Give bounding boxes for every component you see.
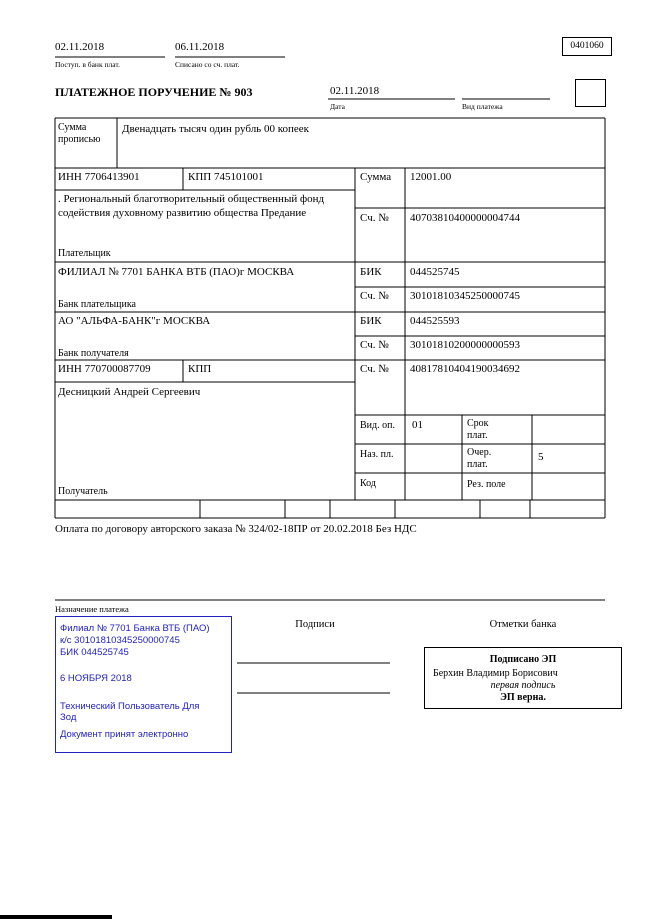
payer-kpp: КПП 745101001 bbox=[188, 171, 264, 183]
payer-bank-section-label: Банк плательщика bbox=[58, 299, 136, 310]
document-date-value: 02.11.2018 bbox=[330, 85, 380, 97]
esignature-signer: Берхин Владимир Борисович bbox=[433, 668, 558, 679]
bank-stamp-line: БИК 044525745 bbox=[60, 647, 129, 658]
beneficiary-bank-name: АО "АЛЬФА-БАНК"г МОСКВА bbox=[58, 315, 211, 327]
beneficiary-account-value: 40817810404190034692 bbox=[410, 363, 520, 375]
op-kind-label: Вид. оп. bbox=[360, 420, 395, 431]
beneficiary-bank-bik-value: 044525593 bbox=[410, 315, 460, 327]
beneficiary-account-label: Сч. № bbox=[360, 363, 389, 375]
payer-inn: ИНН 7706413901 bbox=[58, 171, 140, 183]
purpose-section-label: Назначение платежа bbox=[55, 604, 129, 614]
esignature-validity: ЭП верна. bbox=[500, 692, 546, 703]
payer-bank-account-label: Сч. № bbox=[360, 290, 389, 302]
payer-section-label: Плательщик bbox=[58, 248, 111, 259]
bank-stamp-box bbox=[55, 616, 232, 753]
esignature-title: Подписано ЭП bbox=[489, 654, 557, 665]
received-date-value: 02.11.2018 bbox=[55, 41, 105, 53]
payer-bank-bik-value: 044525745 bbox=[410, 266, 460, 278]
beneficiary-bank-section-label: Банк получателя bbox=[58, 348, 129, 359]
bank-stamp-line: к/с 30101810345250000745 bbox=[60, 635, 180, 646]
esignature-kind: первая подпись bbox=[490, 680, 556, 691]
payer-bank-name: ФИЛИАЛ № 7701 БАНКА ВТБ (ПАО)г МОСКВА bbox=[58, 266, 295, 278]
payer-bank-account-value: 30101810345250000745 bbox=[410, 290, 520, 302]
signatures-title: Подписи bbox=[295, 619, 335, 630]
bank-stamp-user: Технический Пользователь Для Зод bbox=[60, 701, 200, 723]
payer-account-label: Сч. № bbox=[360, 212, 389, 224]
bank-stamp-date: 6 НОЯБРЯ 2018 bbox=[60, 673, 132, 684]
priority-label: Очер. плат. bbox=[467, 447, 492, 470]
debited-date-label: Списано со сч. плат. bbox=[175, 60, 240, 69]
form-code-box bbox=[562, 37, 612, 56]
reserve-field-label: Рез. поле bbox=[467, 479, 506, 490]
payment-type-label: Вид платежа bbox=[462, 102, 503, 111]
payer-bank-bik-label: БИК bbox=[360, 266, 382, 278]
payer-name: . Региональный благотворительный общественный фонд содействия духовному развитию общества Предание bbox=[58, 193, 325, 219]
beneficiary-bank-bik-label: БИК bbox=[360, 315, 382, 327]
payment-type-box bbox=[575, 79, 606, 107]
document-date-label: Дата bbox=[330, 102, 345, 111]
beneficiary-kpp-label: КПП bbox=[188, 363, 212, 375]
amount-words-label: Сумма прописью bbox=[58, 122, 101, 145]
beneficiary-name: Десницкий Андрей Сергеевич bbox=[58, 386, 201, 398]
form-code: 0401060 bbox=[570, 41, 604, 51]
amount-value: 12001.00 bbox=[410, 171, 452, 183]
priority-value: 5 bbox=[538, 451, 544, 463]
amount-words-value: Двенадцать тысяч один рубль 00 копеек bbox=[122, 123, 309, 135]
bank-marks-title: Отметки банка bbox=[489, 619, 557, 630]
payer-account-value: 40703810400000004744 bbox=[410, 212, 520, 224]
beneficiary-bank-account-label: Сч. № bbox=[360, 339, 389, 351]
beneficiary-section-label: Получатель bbox=[58, 486, 108, 497]
scan-artifact-line bbox=[0, 915, 112, 919]
beneficiary-inn: ИНН 770700087709 bbox=[58, 363, 151, 375]
purpose-code-label: Наз. пл. bbox=[360, 449, 394, 460]
document-title: ПЛАТЕЖНОЕ ПОРУЧЕНИЕ № 903 bbox=[55, 85, 253, 99]
bank-stamp-line: Филиал № 7701 Банка ВТБ (ПАО) bbox=[60, 623, 210, 634]
bank-stamp-accepted: Документ принят электронно bbox=[60, 729, 189, 740]
due-label: Срок плат. bbox=[467, 418, 489, 441]
esignature-box bbox=[424, 647, 622, 709]
code-label: Код bbox=[360, 478, 376, 489]
op-kind-value: 01 bbox=[412, 419, 423, 431]
purpose-text: Оплата по договору авторского заказа № 324/02-18ПР от 20.02.2018 Без НДС bbox=[55, 523, 417, 535]
debited-date-value: 06.11.2018 bbox=[175, 41, 225, 53]
received-date-label: Поступ. в банк плат. bbox=[55, 60, 120, 69]
amount-label: Сумма bbox=[360, 171, 392, 183]
beneficiary-bank-account-value: 30101810200000000593 bbox=[410, 339, 520, 351]
